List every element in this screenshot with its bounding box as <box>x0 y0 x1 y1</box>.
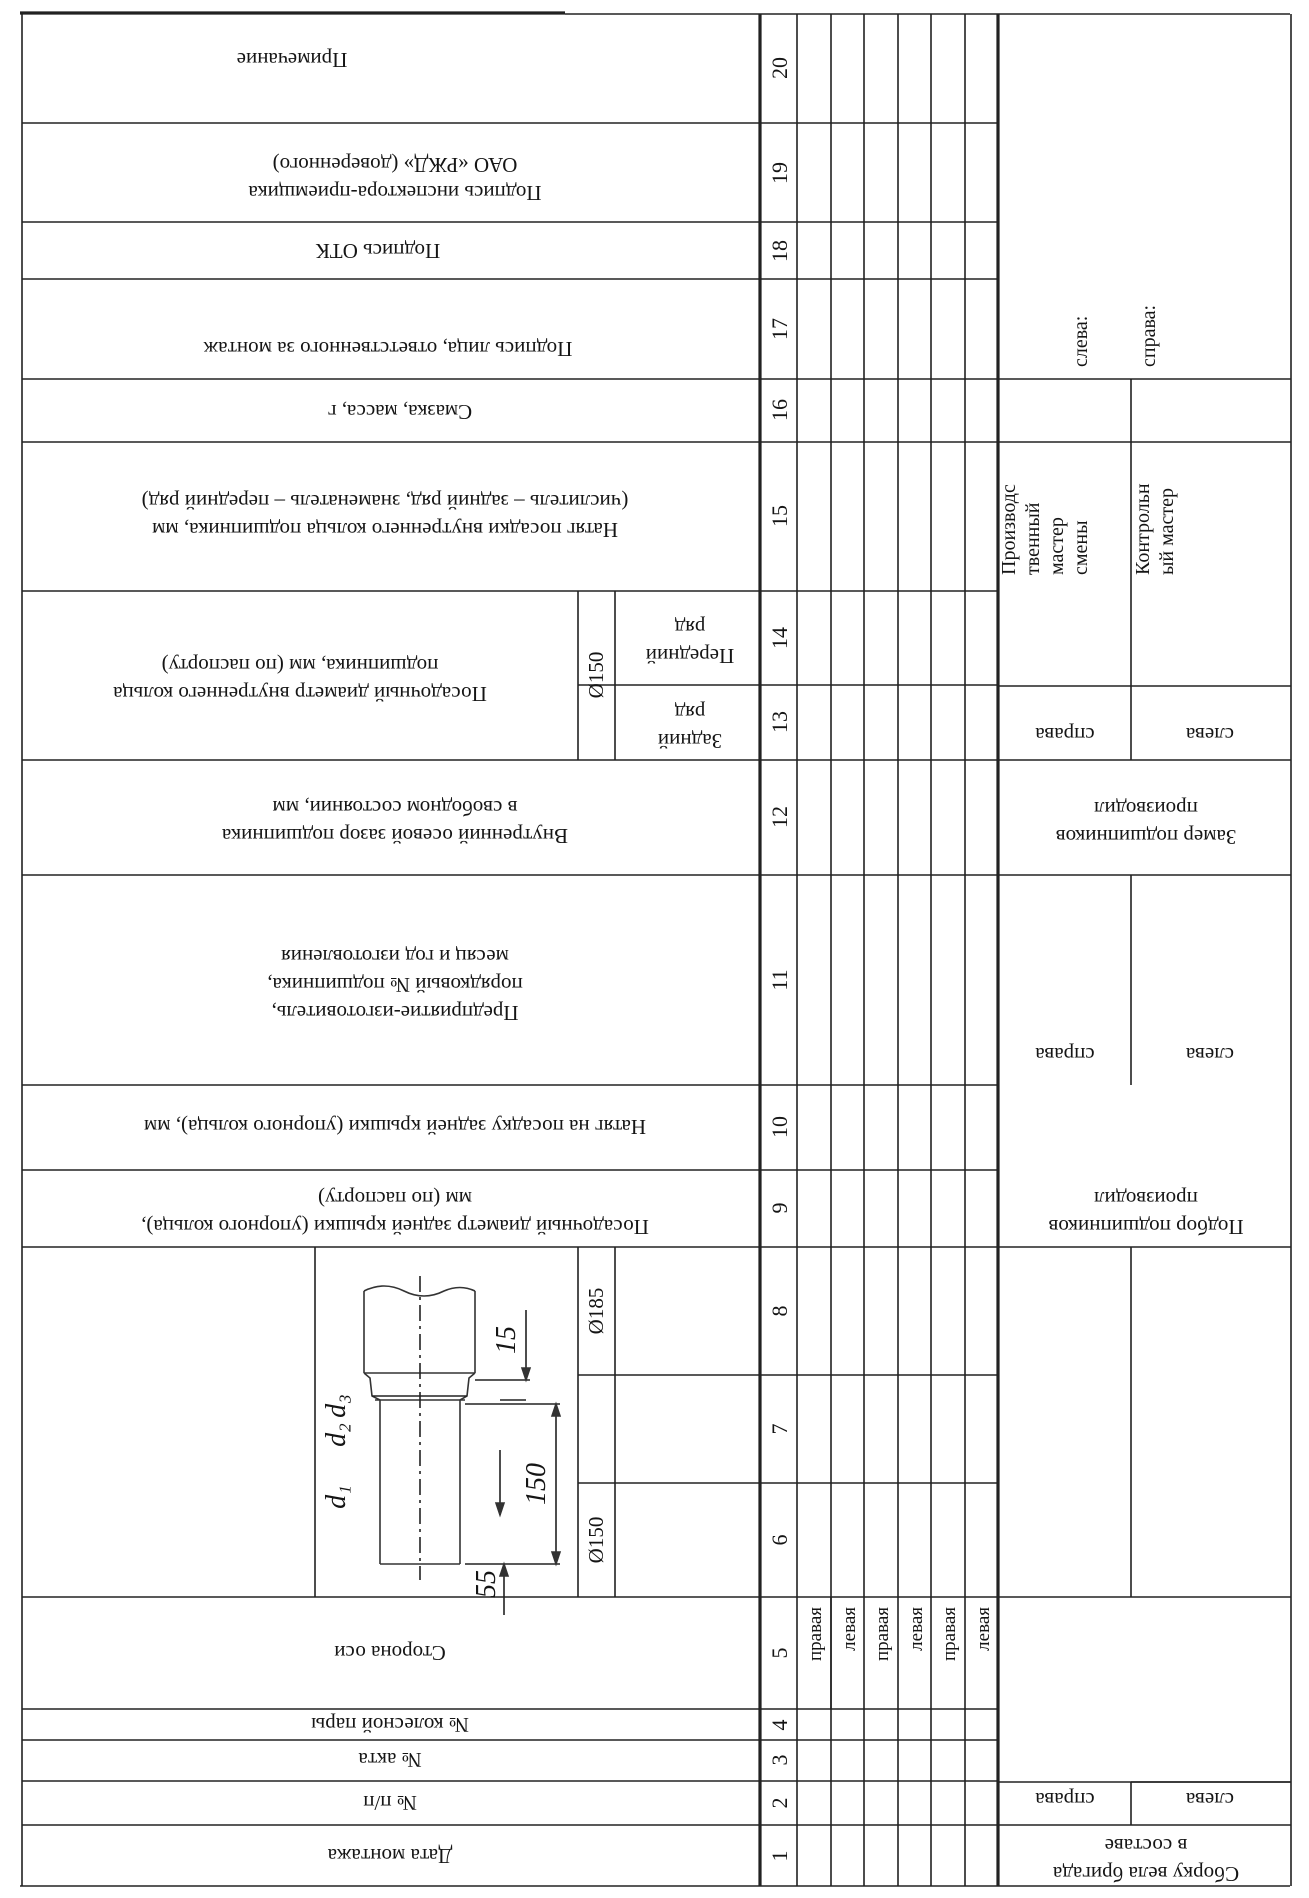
side-label: правая <box>805 1607 826 1661</box>
col1-header: Дата монтажа <box>327 1844 453 1868</box>
col18-header: Подпись ОТК <box>315 239 441 263</box>
side-panel <box>1035 723 1244 1886</box>
control-master-line2: ый мастер <box>1156 487 1178 575</box>
assembly-team-label-line2: в составе <box>1104 1834 1188 1858</box>
production-master-line2: твенный <box>1022 502 1044 575</box>
bearing-diameter-header-line1: Посадочный диаметр внутреннего кольца <box>113 682 487 706</box>
bearing-diameter-mark: Ø150 <box>584 651 608 699</box>
production-master-line3: мастер <box>1046 517 1068 575</box>
col5-header: Сторона оси <box>334 1641 446 1665</box>
col-number: 9 <box>767 1202 792 1214</box>
assembly-team-label-line1: Сборку вела бригада <box>1052 1862 1240 1886</box>
axle-diameter-d3: Ø185 <box>584 1287 608 1335</box>
col15-header-line2: (числитель – задний ряд, знаменатель – передний ряд) <box>141 490 629 514</box>
side-label: правая <box>872 1607 893 1661</box>
check-right: справа: <box>1138 304 1160 367</box>
side-panel-vertical <box>998 171 1309 575</box>
col11-header-line3: месяц и год изготовления <box>281 945 509 969</box>
production-master-line1: Производс <box>998 484 1020 575</box>
selection-label-line2: производил <box>1094 1187 1198 1211</box>
control-master-line1: Контрольн <box>1132 483 1154 575</box>
col-number: 2 <box>767 1797 792 1809</box>
measurement-label-line2: производил <box>1094 797 1198 821</box>
diameter-marks <box>584 652 608 1564</box>
col19-header-line1: Подпись инспектора-приемщика <box>248 181 542 205</box>
col9-header-line1: Посадочный диаметр задней крышки (упорного кольца), <box>141 1215 649 1239</box>
drawing-labels <box>321 1326 552 1598</box>
col-number: 3 <box>767 1754 792 1766</box>
col-number: 17 <box>767 318 792 340</box>
col13-header-line1: Задний <box>657 729 723 753</box>
dimension-150: 150 <box>521 1463 552 1505</box>
dimension-15: 15 <box>491 1326 522 1354</box>
right-label: справа <box>1035 1788 1095 1812</box>
col19-header-line2: ОАО «РЖД» (доверенного) <box>272 153 518 177</box>
col3-header: № акта <box>358 1748 422 1772</box>
col-number: 13 <box>767 711 792 733</box>
col-number: 20 <box>767 57 792 79</box>
measurement-label-line1: Замер подшипников <box>1055 825 1237 849</box>
col-number: 12 <box>767 806 792 828</box>
side-label: левая <box>973 1607 994 1651</box>
col11-header-line2: порядковый № подшипника, <box>267 973 523 997</box>
col10-header: Натяг на посадку задней крышки (упорного кольца), мм <box>143 1115 647 1139</box>
col-number: 14 <box>767 627 792 649</box>
col11-header-line1: Предприятие-изготовитель, <box>271 1001 519 1025</box>
col-number: 15 <box>767 505 792 527</box>
dimension-55: 55 <box>471 1570 502 1598</box>
bearing-diameter-header-line2: подшипника, мм (по паспорту) <box>161 654 439 678</box>
axle-diameter-d1: Ø150 <box>584 1516 608 1564</box>
col-number: 6 <box>767 1534 792 1546</box>
col-number: 1 <box>767 1850 792 1862</box>
right-label: справа <box>1035 1043 1095 1067</box>
column-headers <box>112 48 734 1868</box>
side-label: левая <box>906 1607 927 1651</box>
label-d3: d₃ <box>321 1394 352 1418</box>
col14-header-line2: ряд <box>674 616 706 640</box>
col-number: 19 <box>767 162 792 184</box>
left-label: слева <box>1185 1043 1235 1067</box>
form-grid <box>20 13 1291 1886</box>
col9-header-line2: мм (по паспорту) <box>317 1187 473 1211</box>
label-d2: d₂ <box>321 1423 352 1447</box>
col-number: 18 <box>767 240 792 262</box>
axle-journal-drawing <box>364 1276 560 1615</box>
right-label: справа <box>1035 723 1095 747</box>
label-d1: d₁ <box>321 1485 352 1509</box>
col13-header-line2: ряд <box>674 701 706 725</box>
left-label: слева <box>1185 723 1235 747</box>
col14-header-line1: Передний <box>645 644 735 668</box>
side-label: левая <box>839 1607 860 1651</box>
col-number: 5 <box>767 1647 792 1659</box>
col2-header: № п/п <box>363 1791 417 1815</box>
selection-label-line1: Подбор подшипников <box>1048 1215 1244 1239</box>
side-label: правая <box>939 1607 960 1661</box>
col4-header: № колесной пары <box>311 1713 469 1737</box>
col15-header-line1: Натяг посадки внутреннего кольца подшипника, мм <box>152 518 618 542</box>
col-number: 10 <box>767 1116 792 1138</box>
col16-header: Смазка, масса, г <box>327 400 473 424</box>
col20-header: Примечание <box>236 48 348 72</box>
column-numbers <box>767 57 792 1862</box>
col17-header: Подпись лица, ответственного за монтаж <box>203 337 573 361</box>
left-label: слева <box>1185 1788 1235 1812</box>
col-number: 8 <box>767 1305 792 1317</box>
production-master-line4: смены <box>1070 520 1092 575</box>
col-number: 7 <box>767 1423 792 1435</box>
col-number: 11 <box>767 969 792 991</box>
col12-header-line1: Внутренний осевой зазор подшипника <box>221 824 569 848</box>
col12-header-line2: в свободном состоянии, мм <box>272 796 518 820</box>
col-number: 4 <box>767 1719 792 1731</box>
col-number: 16 <box>767 399 792 421</box>
check-left: слева: <box>1070 315 1092 367</box>
